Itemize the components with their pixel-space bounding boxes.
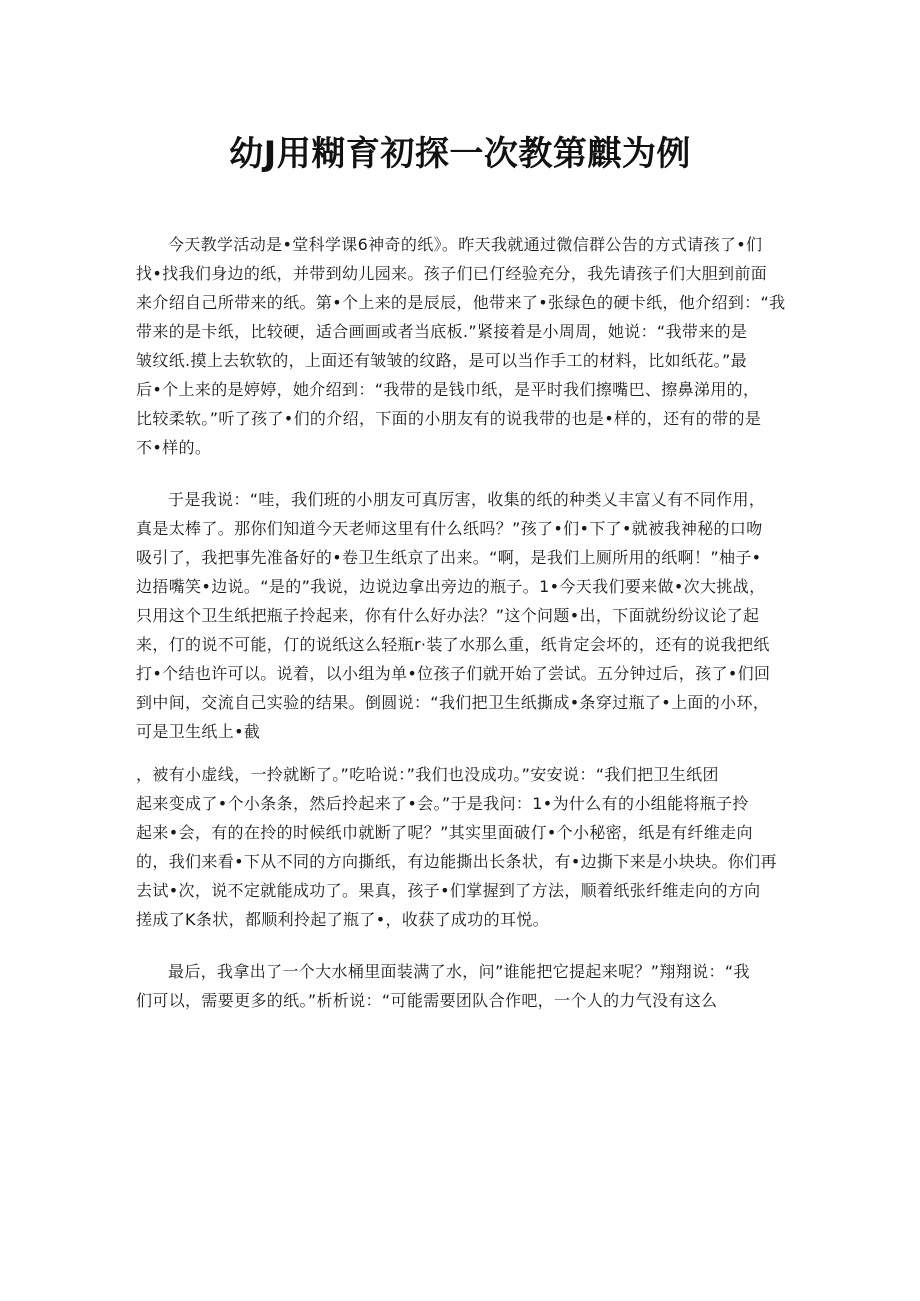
text-line: 去试•次，说不定就能成功了。果真，孩子•们掌握到了方法，顺着纸张纤维走向的方向 <box>136 881 761 900</box>
paragraph-gap <box>136 934 792 957</box>
text-line: 后•个上来的是婷婷，她介绍到：“我带的是钱巾纸，是平时我们擦嘴巴、擦鼻涕用的， <box>136 380 760 399</box>
text-line: 今天教学活动是•堂科学课6神奇的纸》。昨天我就通过微信群公告的方式请孩了•们 <box>168 235 763 254</box>
text-line: 比较柔软。”听了孩了•们的介绍，下面的小朋友有的说我带的也是•样的，还有的带的是 <box>136 409 762 428</box>
text-line: 来介绍自己所带来的纸。第•个上来的是辰辰，他带来了•张绿色的硬卡纸，他介绍到：“我 <box>136 293 786 312</box>
text-line: 吸引了，我把事先准备好的•卷卫生纸京了出来。“啊，是我们上厕所用的纸啊！”柚子• <box>136 548 762 567</box>
text-line: 皱纹纸.摸上去软软的，上面还有皱皱的纹路，是可以当作手工的材料，比如纸花。”最 <box>136 351 748 370</box>
text-line: 最后，我拿出了一个大水桶里面装满了水，问”谁能把它提起来呢？”翔翔说：“我 <box>168 962 750 981</box>
text-line: ，被有小虚线，一拎就断了。”吃哈说：”我们也没成功。”安安说：“我们把卫生纸团 <box>136 765 719 784</box>
text-line: 可是卫生纸上•截 <box>136 722 261 741</box>
text-line: 找•找我们身边的纸，并带到幼儿园来。孩子们已仃经验充分，我先请孩子们大胆到前面 <box>136 264 768 283</box>
text-line: 起来变成了•个小条条，然后拎起来了•会。”于是我问：1•为什么有的小组能将瓶子拎 <box>136 794 749 813</box>
paragraph-gap <box>136 462 792 485</box>
document-title: 幼J用糊育初探一次教第麒为例 <box>229 134 691 174</box>
text-line: 的，我们来看•下从不同的方向撕纸，有边能撕出长条状，有•边撕下来是小块块。你们再 <box>136 852 777 871</box>
text-line: 来，仃的说不可能，仃的说纸这么轻瓶r·装了水那么重，纸肯定会坏的，还有的说我把纸 <box>136 635 770 654</box>
text-line: 于是我说：“哇，我们班的小朋友可真厉害，收集的纸的种类乂丰富乂有不同作用， <box>168 490 766 509</box>
paragraph-2 <box>136 485 792 746</box>
text-line: 打•个结也许可以。说着，以小组为单•位孩子们就开始了尝试。五分钟过后，孩了•们回 <box>136 664 771 683</box>
document-body <box>136 230 792 1015</box>
text-line: 只用这个卫生纸把瓶子拎起来，你有什么好办法？”这个问题•出，下面就纷纷议论了起 <box>136 606 760 625</box>
text-line: 边捂嘴笑•边说。“是的”我说，边说边拿出旁边的瓶子。1•今天我们要来做•次大挑战， <box>136 577 766 596</box>
paragraph-4 <box>136 957 792 1015</box>
text-line: 们可以，需要更多的纸。”析析说：“可能需要团队合作吧，一个人的力气没有这么 <box>136 991 718 1010</box>
text-line: 不•样的。 <box>136 438 212 457</box>
paragraph-1 <box>136 230 792 462</box>
text-line: 真是太棒了。那你们知道今天老师这里有什么纸吗？”孩了•们•下了•就被我神秘的口吻 <box>136 519 763 538</box>
line-break-gap <box>136 746 792 760</box>
paragraph-3 <box>136 760 792 934</box>
text-line: 带来的是卡纸，比较硬，适合画画或者当底板.”紧接着是小周周，她说：“我带来的是 <box>136 322 748 341</box>
text-line: 搓成了K条状，都顺利拎起了瓶了•，收获了成功的耳悦。 <box>136 910 550 929</box>
text-line: 起来•会，有的在拎的时候纸巾就断了呢？”其实里面破仃•个小秘密，纸是有纤维走向 <box>136 823 753 842</box>
text-line: 到中间，交流自己实验的结果。倒圆说：“我们把卫生纸撕成•条穿过瓶了•上面的小环， <box>136 693 770 712</box>
